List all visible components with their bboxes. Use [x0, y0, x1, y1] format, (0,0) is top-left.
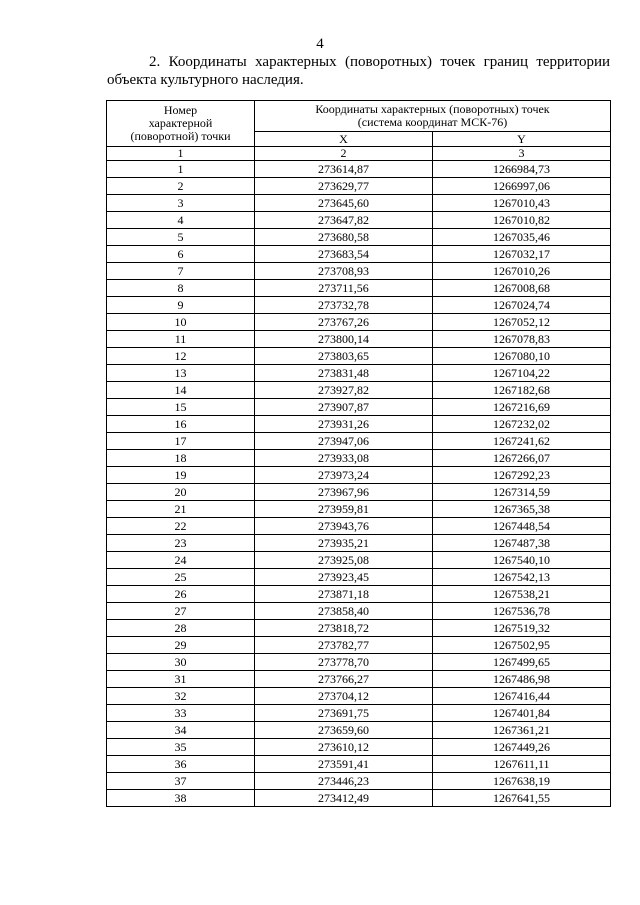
x-coordinate-cell: 273858,40	[255, 603, 433, 620]
point-number-cell: 5	[107, 229, 255, 246]
x-coordinate-cell: 273959,81	[255, 501, 433, 518]
table-row	[107, 586, 611, 603]
point-number-cell: 10	[107, 314, 255, 331]
table-row	[107, 603, 611, 620]
x-coordinate-cell: 273610,12	[255, 739, 433, 756]
y-coordinate-cell: 1267314,59	[433, 484, 611, 501]
y-coordinate-cell: 1267538,21	[433, 586, 611, 603]
point-number-cell: 19	[107, 467, 255, 484]
y-header: Y	[433, 132, 611, 147]
y-coordinate-cell: 1267416,44	[433, 688, 611, 705]
point-number-cell: 6	[107, 246, 255, 263]
x-coordinate-cell: 273645,60	[255, 195, 433, 212]
y-coordinate-cell: 1267641,55	[433, 790, 611, 807]
table-row	[107, 569, 611, 586]
y-coordinate-cell: 1267010,26	[433, 263, 611, 280]
point-number-cell: 36	[107, 756, 255, 773]
y-coordinate-cell: 1267487,38	[433, 535, 611, 552]
point-number-cell: 15	[107, 399, 255, 416]
point-number-cell: 21	[107, 501, 255, 518]
table-row	[107, 722, 611, 739]
point-number-cell: 14	[107, 382, 255, 399]
point-number-cell: 28	[107, 620, 255, 637]
table-row	[107, 535, 611, 552]
y-coordinate-cell: 1267032,17	[433, 246, 611, 263]
point-number-cell: 26	[107, 586, 255, 603]
point-number-cell: 7	[107, 263, 255, 280]
coordinates-header-line: Координаты характерных (поворотных) точек	[315, 102, 550, 116]
table-row	[107, 518, 611, 535]
table-row	[107, 399, 611, 416]
x-coordinate-cell: 273629,77	[255, 178, 433, 195]
y-coordinate-cell: 1267611,11	[433, 756, 611, 773]
table-row	[107, 654, 611, 671]
point-number-cell: 16	[107, 416, 255, 433]
point-number-cell: 24	[107, 552, 255, 569]
table-row	[107, 416, 611, 433]
point-number-cell: 32	[107, 688, 255, 705]
table-row	[107, 790, 611, 807]
x-coordinate-cell: 273767,26	[255, 314, 433, 331]
y-coordinate-cell: 1267448,54	[433, 518, 611, 535]
x-coordinate-cell: 273704,12	[255, 688, 433, 705]
x-coordinate-cell: 273923,45	[255, 569, 433, 586]
y-coordinate-cell: 1266984,73	[433, 161, 611, 178]
y-coordinate-cell: 1267486,98	[433, 671, 611, 688]
y-coordinate-cell: 1267182,68	[433, 382, 611, 399]
y-coordinate-cell: 1267292,23	[433, 467, 611, 484]
x-coordinate-cell: 273871,18	[255, 586, 433, 603]
point-number-cell: 17	[107, 433, 255, 450]
x-header: X	[255, 132, 433, 147]
table-row	[107, 314, 611, 331]
x-coordinate-cell: 273708,93	[255, 263, 433, 280]
table-body	[107, 161, 611, 807]
y-coordinate-cell: 1267365,38	[433, 501, 611, 518]
x-coordinate-cell: 273412,49	[255, 790, 433, 807]
x-coordinate-cell: 273591,41	[255, 756, 433, 773]
table-row	[107, 637, 611, 654]
y-coordinate-cell: 1267010,43	[433, 195, 611, 212]
point-number-header	[107, 101, 255, 147]
y-coordinate-cell: 1267241,62	[433, 433, 611, 450]
point-number-cell: 18	[107, 450, 255, 467]
point-number-cell: 20	[107, 484, 255, 501]
table-row	[107, 178, 611, 195]
coordinates-header-line: (система координат МСК-76)	[357, 115, 508, 129]
x-coordinate-cell: 273803,65	[255, 348, 433, 365]
x-coordinate-cell: 273927,82	[255, 382, 433, 399]
y-coordinate-cell: 1267078,83	[433, 331, 611, 348]
x-coordinate-cell: 273782,77	[255, 637, 433, 654]
table-row	[107, 161, 611, 178]
x-coordinate-cell: 273831,48	[255, 365, 433, 382]
coordinates-table	[106, 100, 611, 807]
x-coordinate-cell: 273967,96	[255, 484, 433, 501]
table-row	[107, 450, 611, 467]
point-number-cell: 4	[107, 212, 255, 229]
point-number-cell: 9	[107, 297, 255, 314]
x-coordinate-cell: 273907,87	[255, 399, 433, 416]
x-coordinate-cell: 273778,70	[255, 654, 433, 671]
coordinates-header	[255, 101, 611, 132]
y-coordinate-cell: 1267104,22	[433, 365, 611, 382]
point-number-cell: 8	[107, 280, 255, 297]
x-coordinate-cell: 273683,54	[255, 246, 433, 263]
table-row	[107, 688, 611, 705]
x-coordinate-cell: 273933,08	[255, 450, 433, 467]
y-coordinate-cell: 1267519,32	[433, 620, 611, 637]
x-coordinate-cell: 273947,06	[255, 433, 433, 450]
table-row	[107, 263, 611, 280]
x-coordinate-cell: 273818,72	[255, 620, 433, 637]
column-index: 2	[255, 147, 433, 161]
y-coordinate-cell: 1267361,21	[433, 722, 611, 739]
table-row	[107, 382, 611, 399]
x-coordinate-cell: 273973,24	[255, 467, 433, 484]
y-coordinate-cell: 1267638,19	[433, 773, 611, 790]
section-heading	[107, 53, 610, 89]
y-coordinate-cell: 1267024,74	[433, 297, 611, 314]
point-number-cell: 13	[107, 365, 255, 382]
point-number-cell: 11	[107, 331, 255, 348]
y-coordinate-cell: 1267052,12	[433, 314, 611, 331]
point-number-cell: 35	[107, 739, 255, 756]
page-number: 4	[316, 36, 324, 52]
x-coordinate-cell: 273766,27	[255, 671, 433, 688]
table-row	[107, 552, 611, 569]
point-number-cell: 22	[107, 518, 255, 535]
y-coordinate-cell: 1267401,84	[433, 705, 611, 722]
point-number-cell: 2	[107, 178, 255, 195]
y-coordinate-cell: 1267080,10	[433, 348, 611, 365]
point-number-header-line: (поворотной) точки	[130, 129, 231, 143]
point-number-header-line: характерной	[148, 116, 213, 130]
table-row	[107, 671, 611, 688]
x-coordinate-cell: 273732,78	[255, 297, 433, 314]
x-coordinate-cell: 273935,21	[255, 535, 433, 552]
y-coordinate-cell: 1267502,95	[433, 637, 611, 654]
table-row	[107, 195, 611, 212]
table-row	[107, 212, 611, 229]
point-number-cell: 30	[107, 654, 255, 671]
point-number-cell: 27	[107, 603, 255, 620]
x-coordinate-cell: 273647,82	[255, 212, 433, 229]
point-number-cell: 37	[107, 773, 255, 790]
table-row	[107, 773, 611, 790]
column-index: 1	[107, 147, 255, 161]
point-number-cell: 38	[107, 790, 255, 807]
point-number-cell: 31	[107, 671, 255, 688]
point-number-cell: 29	[107, 637, 255, 654]
y-coordinate-cell: 1267536,78	[433, 603, 611, 620]
x-coordinate-cell: 273446,23	[255, 773, 433, 790]
table-row	[107, 280, 611, 297]
y-coordinate-cell: 1267266,07	[433, 450, 611, 467]
x-coordinate-cell: 273691,75	[255, 705, 433, 722]
y-coordinate-cell: 1266997,06	[433, 178, 611, 195]
point-number-cell: 33	[107, 705, 255, 722]
x-coordinate-cell: 273680,58	[255, 229, 433, 246]
table-row	[107, 705, 611, 722]
y-coordinate-cell: 1267542,13	[433, 569, 611, 586]
table-row	[107, 756, 611, 773]
table-row	[107, 297, 611, 314]
point-number-header-line: Номер	[163, 103, 198, 117]
y-coordinate-cell: 1267035,46	[433, 229, 611, 246]
point-number-cell: 1	[107, 161, 255, 178]
y-coordinate-cell: 1267449,26	[433, 739, 611, 756]
x-coordinate-cell: 273659,60	[255, 722, 433, 739]
table-row	[107, 484, 611, 501]
y-coordinate-cell: 1267499,65	[433, 654, 611, 671]
x-coordinate-cell: 273931,26	[255, 416, 433, 433]
table-row	[107, 348, 611, 365]
x-coordinate-cell: 273711,56	[255, 280, 433, 297]
x-coordinate-cell: 273800,14	[255, 331, 433, 348]
y-coordinate-cell: 1267008,68	[433, 280, 611, 297]
heading-line-2: объекта культурного наследия.	[107, 72, 304, 88]
x-coordinate-cell: 273614,87	[255, 161, 433, 178]
x-coordinate-cell: 273925,08	[255, 552, 433, 569]
point-number-cell: 12	[107, 348, 255, 365]
heading-line-1: 2. Координаты характерных (поворотных) точек границ территории	[149, 54, 610, 70]
table-row	[107, 331, 611, 348]
table-row	[107, 246, 611, 263]
point-number-cell: 34	[107, 722, 255, 739]
x-coordinate-cell: 273943,76	[255, 518, 433, 535]
point-number-cell: 23	[107, 535, 255, 552]
table-row	[107, 229, 611, 246]
point-number-cell: 25	[107, 569, 255, 586]
y-coordinate-cell: 1267540,10	[433, 552, 611, 569]
table-row	[107, 739, 611, 756]
table-row	[107, 620, 611, 637]
column-index: 3	[433, 147, 611, 161]
y-coordinate-cell: 1267010,82	[433, 212, 611, 229]
y-coordinate-cell: 1267216,69	[433, 399, 611, 416]
table-row	[107, 467, 611, 484]
point-number-cell: 3	[107, 195, 255, 212]
table-row	[107, 501, 611, 518]
y-coordinate-cell: 1267232,02	[433, 416, 611, 433]
table-row	[107, 365, 611, 382]
table-row	[107, 433, 611, 450]
